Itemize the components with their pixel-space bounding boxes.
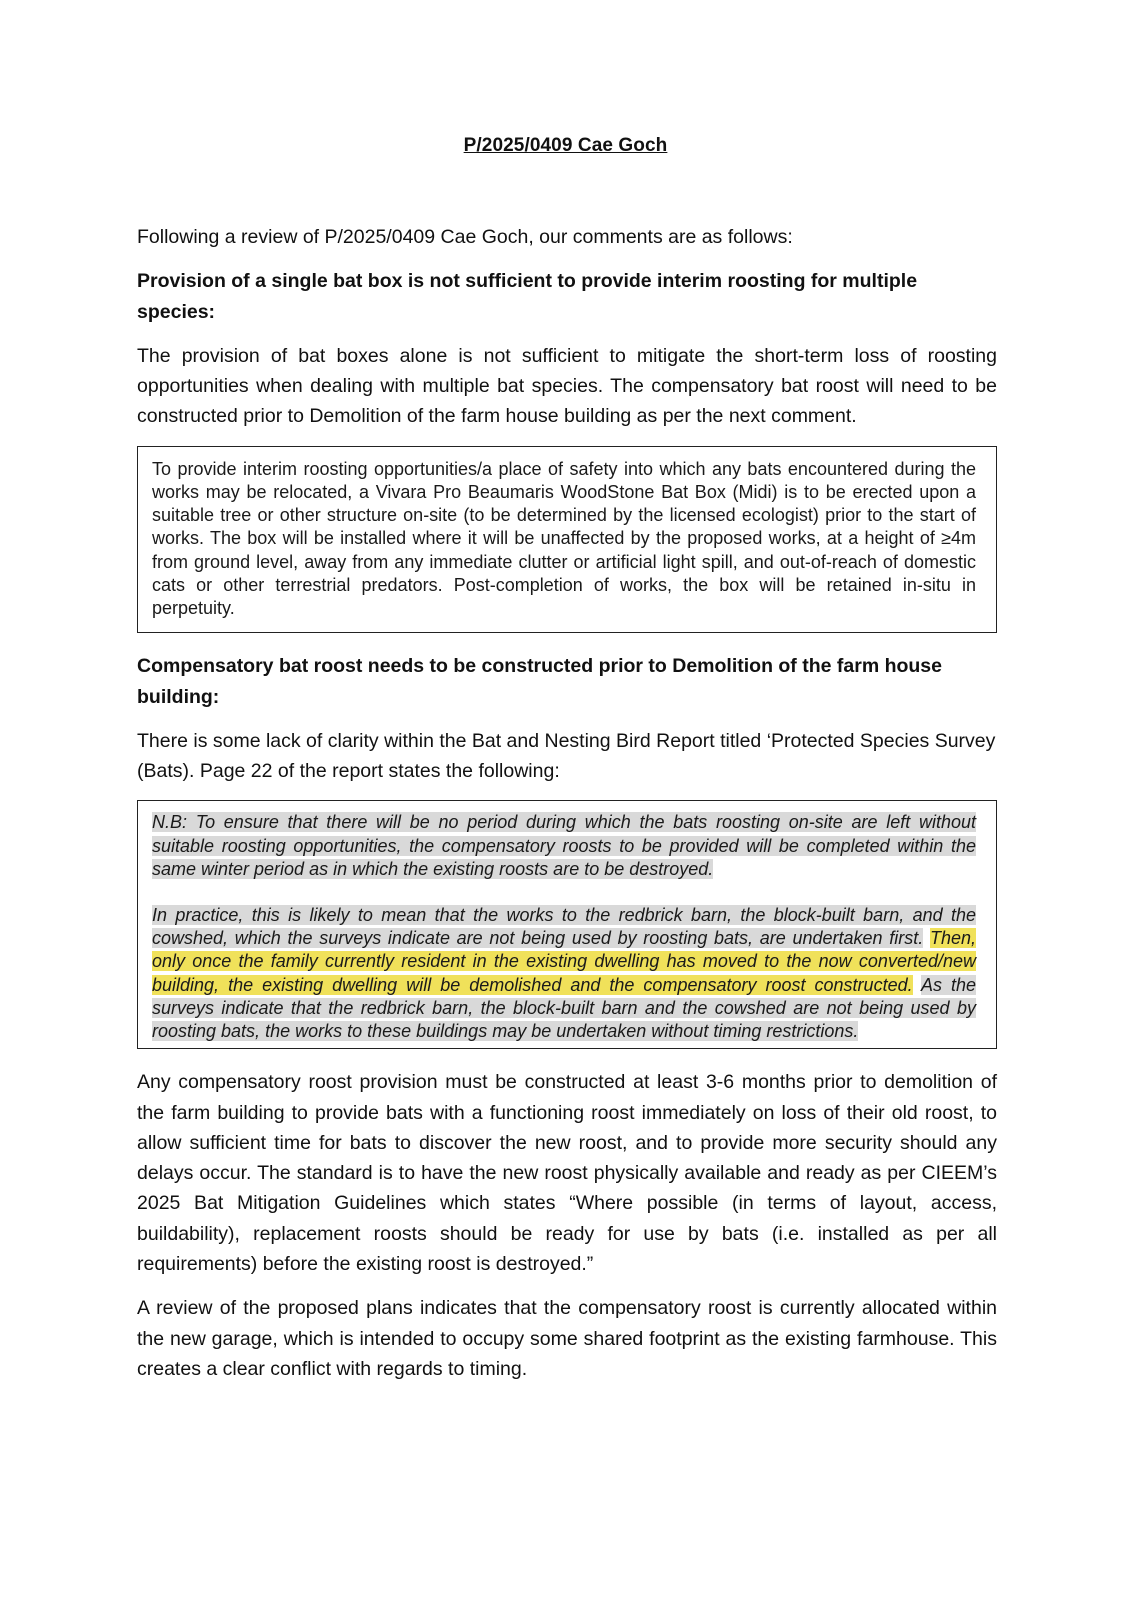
section2-body-3: A review of the proposed plans indicates that the compensatory roost is currently allocated within the new garage, which is intended to occupy some shared footprint as the existing farmhouse. This creates a clear conflict with regards to timing. (137, 1297, 997, 1380)
section1-heading: Provision of a single bat box is not sufficient to provide interim roosting for multiple species: (137, 270, 918, 323)
document-body (137, 222, 997, 1398)
quote-paragraph-1 (152, 811, 976, 881)
quote-yellow-highlight: Then, only once the family currently resident in the existing dwelling has moved to the now converted/new building, the existing dwelling will be demolished and the compensatory roost constructed. (152, 928, 977, 995)
section2-body: There is some lack of clarity within the Bat and Nesting Bird Report titled ‘Protected Species Survey (Bats). Page 22 of the report states the following: (137, 729, 996, 783)
quote-paragraph-2 (152, 904, 976, 1043)
quote-grey-highlight-2: In practice, this is likely to mean that the works to the redbrick barn, the block-built barn, and the cowshed, which the surveys indicate are not being used by roosting bats, are undertaken first. (152, 905, 976, 949)
section1-quote-text: To provide interim roosting opportunities/a place of safety into which any bats encountered during the works may be relocated, a Vivara Pro Beaumaris WoodStone Bat Box (Midi) is to be erected upon a suitable tree or other structure on-site (to be determined by the licensed ecologist) prior to the start of works. The box will be installed where it will be unaffected by the proposed works, at a height of ≥4m from ground level, away from any immediate clutter or artificial light spill, and out-of-reach of domestic cats or other terrestrial predators. Post-completion of works, the box will be retained in-situ in perpetuity. (152, 458, 976, 618)
section2-quote-box (137, 800, 997, 1049)
section1-quote-box (137, 446, 997, 633)
section2-heading: Compensatory bat roost needs to be constructed prior to Demolition of the farm house building: (137, 655, 942, 708)
document-title: P/2025/0409 Cae Goch (463, 135, 668, 156)
section2-body-2: Any compensatory roost provision must be constructed at least 3-6 months prior to demolition of the farm building to provide bats with a functioning roost immediately on loss of their old roost, to allow sufficient time for bats to discover the new roost, and to provide more security should any delays occur. The standard is to have the new roost physically available and ready as per CIEEM’s 2025 Bat Mitigation Guidelines which states “Where possible (in terms of layout, access, buildability), replacement roosts should be ready for use by bats (i.e. installed as per all requirements) before the existing roost is destroyed.” (137, 1071, 997, 1275)
section1-body: The provision of bat boxes alone is not sufficient to mitigate the short-term loss of roosting opportunities when dealing with multiple bat species. The compensatory bat roost will need to be constructed prior to Demolition of the farm house building as per the next comment. (137, 344, 997, 428)
quote-grey-highlight-3: As the surveys indicate that the redbrick barn, the block-built barn and the cowshed are not being used by roosting bats, the works to these buildings may be undertaken without timing restrictions. (152, 974, 976, 1042)
quote-grey-highlight-1: N.B: To ensure that there will be no period during which the bats roosting on-site are left without suitable roosting opportunities, the compensatory roosts to be provided will be completed within the same winter period as in which the existing roosts are to be destroyed. (152, 812, 976, 879)
intro-paragraph: Following a review of P/2025/0409 Cae Goch, our comments are as follows: (137, 226, 793, 248)
